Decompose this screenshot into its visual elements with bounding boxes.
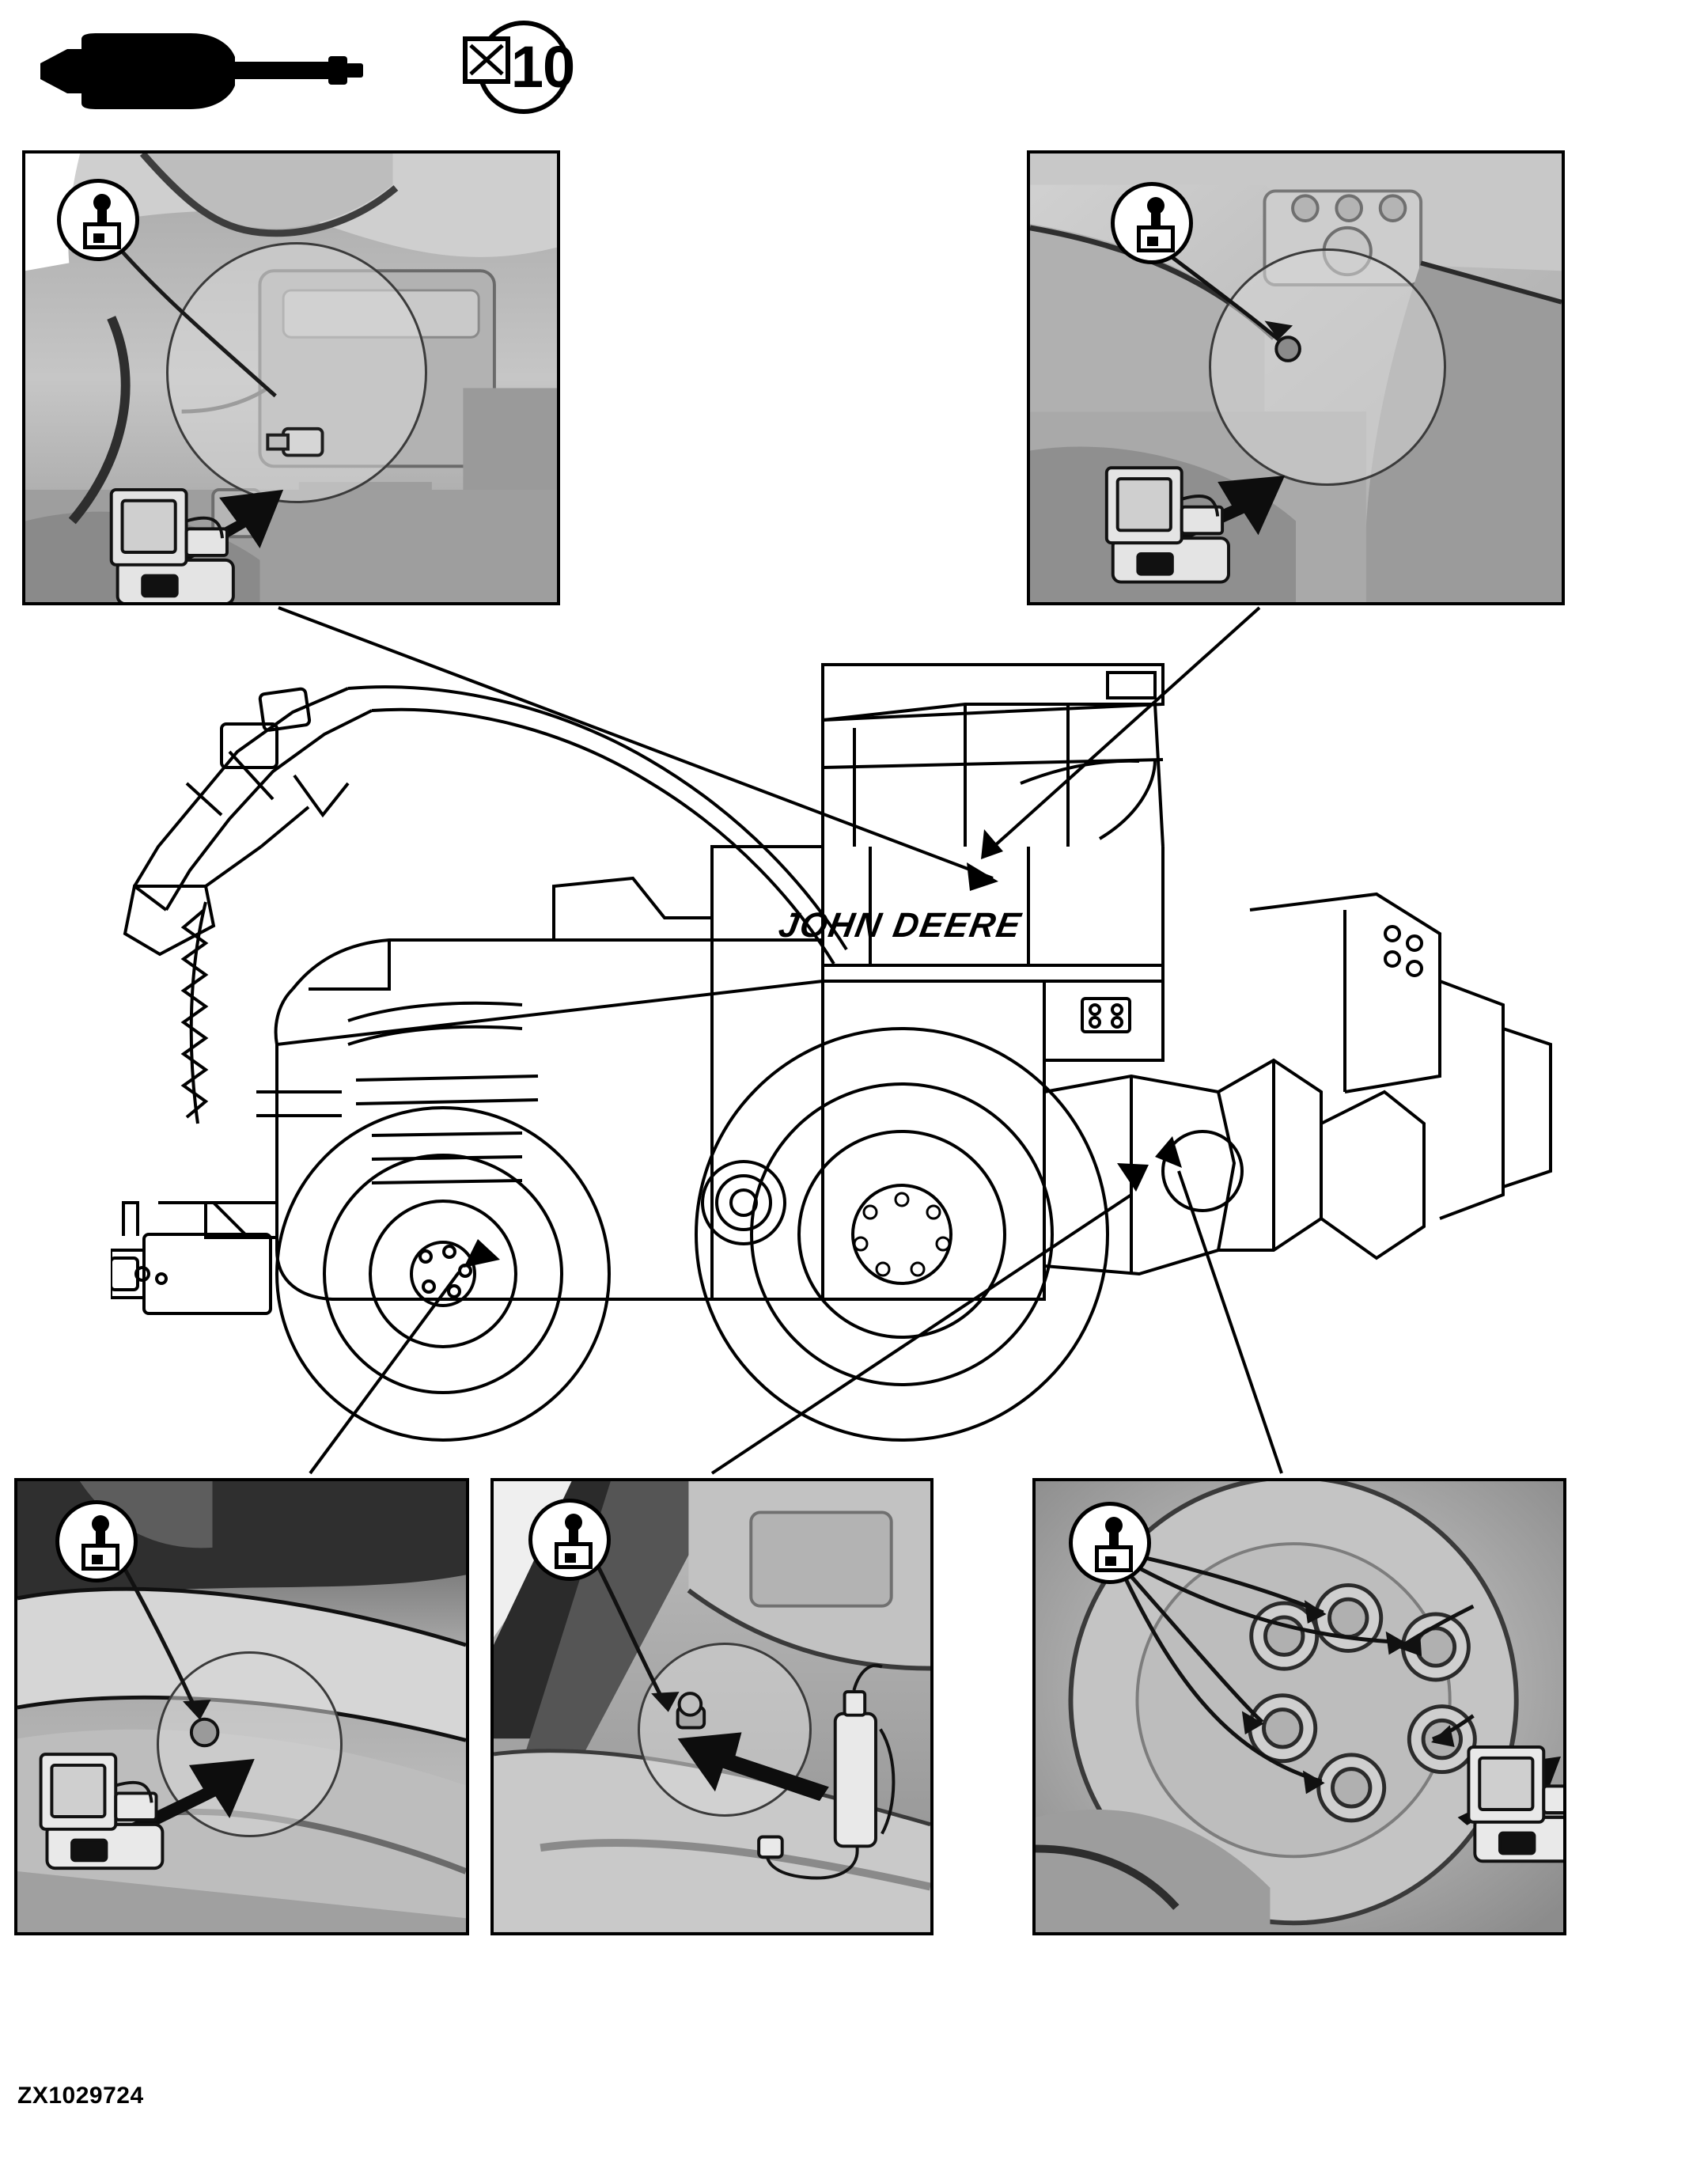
panel-d-magnifier-lens bbox=[638, 1643, 812, 1817]
grease-gun-symbol bbox=[36, 30, 368, 113]
marker-body-icon bbox=[555, 1542, 593, 1569]
grease-fitting-marker[interactable] bbox=[1069, 1502, 1151, 1584]
grease-fitting-marker[interactable] bbox=[55, 1500, 138, 1582]
hourglass-box-icon bbox=[463, 36, 510, 84]
grease-fitting-marker[interactable] bbox=[57, 179, 139, 261]
service-interval-badge bbox=[463, 16, 578, 119]
detail-panel-upper-left[interactable] bbox=[22, 150, 560, 605]
marker-body-icon bbox=[1095, 1545, 1133, 1572]
detail-panel-lower-right[interactable] bbox=[1032, 1478, 1566, 1935]
marker-neck-icon bbox=[1151, 211, 1161, 227]
detail-panel-lower-center[interactable] bbox=[490, 1478, 934, 1935]
interval-value: 10 bbox=[510, 34, 575, 100]
machine-line-art bbox=[111, 649, 1598, 1456]
marker-body-icon bbox=[83, 222, 121, 249]
panel-a-magnifier-lens bbox=[166, 242, 427, 503]
detail-panel-lower-left[interactable] bbox=[14, 1478, 469, 1935]
marker-body-icon bbox=[1137, 226, 1175, 252]
grease-fitting-marker[interactable] bbox=[1111, 182, 1193, 264]
panel-c-magnifier-lens bbox=[157, 1651, 343, 1837]
detail-panel-upper-right[interactable] bbox=[1027, 150, 1565, 605]
figure-code: ZX1029724 bbox=[17, 2083, 144, 2109]
marker-neck-icon bbox=[569, 1528, 578, 1544]
header-symbols bbox=[0, 0, 1708, 142]
marker-neck-icon bbox=[1109, 1531, 1119, 1547]
marker-neck-icon bbox=[96, 1529, 105, 1545]
grease-fitting-marker[interactable] bbox=[528, 1499, 611, 1581]
panel-b-magnifier-lens bbox=[1209, 248, 1446, 486]
forage-harvester-illustration bbox=[111, 649, 1598, 1456]
grease-gun-icon bbox=[36, 30, 368, 113]
marker-neck-icon bbox=[97, 208, 107, 224]
machine-brand-text: JOHN DEERE bbox=[775, 906, 1025, 945]
marker-body-icon bbox=[81, 1544, 119, 1571]
